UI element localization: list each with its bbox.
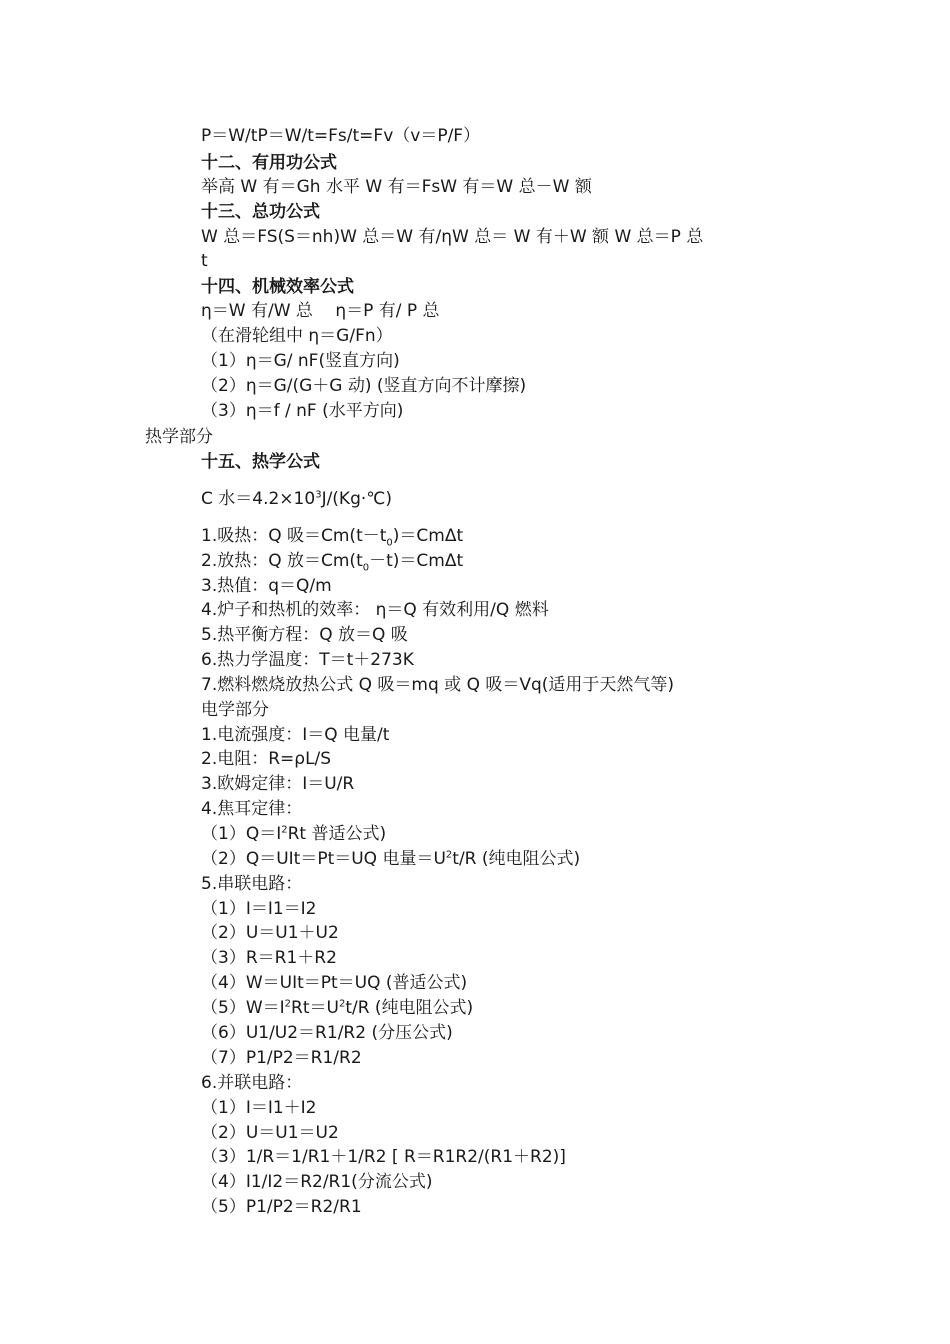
thermo-temperature-line: 6.热力学温度：T＝t＋273K [201, 650, 414, 670]
heat-absorb-line: 1.吸热：Q 吸$=Cm(t-t_0)=Cm\Delta t$ [201, 526, 464, 549]
series-item-7: （7）P1/P2＝R1/R2 [201, 1048, 362, 1068]
total-work-formula-line: W 总＝FS(S＝nh)W 总＝W 有/ηW 总＝ W 有＋W 额 W 总＝P 总 [201, 227, 704, 247]
section-heading-useful-work: 十二、有用功公式 [201, 153, 337, 173]
fuel-heat-line: 7.燃料燃烧放热公式 Q 吸＝mq 或 Q 吸＝Vq(适用于天然气等) [201, 675, 675, 695]
efficiency-item-1: （1）η＝G/ nF(竖直方向) [201, 351, 400, 371]
heat-release-line: 2.放热：Q 放$=Cm(t_0-t)=Cm\Delta t$ [201, 551, 464, 574]
series-item-1: （1）I＝I1＝I2 [201, 899, 317, 919]
joule-item-1: $(1)Q=I^2Rt$ 普适公式) [201, 824, 387, 844]
efficiency-formula-line: η＝W 有/W 总 η＝P 有/ P 总 [201, 301, 440, 321]
heat-value-line: 3.热值：q＝Q/m [201, 576, 332, 596]
series-item-3: （3）R＝R1＋R2 [201, 948, 337, 968]
resistance-line: 2.电阻：R=ρL/S [201, 749, 332, 769]
series-item-5: $(5)W=I^2Rt=U^2t/R$ (纯电阻公式) [201, 998, 474, 1018]
section-heading-total-work: 十三、总功公式 [201, 202, 320, 222]
water-specific-heat-line: C 水$=4.2\times 10^3J/(Kg\cdot℃)$ [201, 489, 393, 509]
series-item-6: （6）U1/U2＝R1/R2 (分压公式) [201, 1023, 453, 1043]
parallel-item-5: （5）P1/P2＝R2/R1 [201, 1197, 362, 1217]
joule-item-2: （2）Q＝UIt＝Pt＝UQ 电量$=U^2t/R$ (纯电阻公式) [201, 849, 581, 869]
parallel-item-1: （1）I＝I1＋I2 [201, 1098, 317, 1118]
furnace-efficiency-line: 4.炉子和热机的效率： η＝Q 有效利用/Q 燃料 [201, 600, 549, 620]
part-heading-electrical: 电学部分 [201, 700, 269, 720]
power-formula-line: P＝W/tP＝W/t=Fs/t=Fv（v＝P/F） [201, 126, 481, 146]
series-item-2: （2）U＝U1＋U2 [201, 923, 339, 943]
total-work-formula-wrap: t [201, 251, 208, 271]
series-item-4: （4）W＝UIt＝Pt＝UQ (普适公式) [201, 973, 468, 993]
pulley-note-line: （在滑轮组中 η＝G/Fn） [201, 326, 393, 346]
parallel-item-4: （4）I1/I2＝R2/R1(分流公式) [201, 1172, 433, 1192]
section-heading-thermal: 十五、热学公式 [201, 452, 320, 472]
part-heading-thermal: 热学部分 [145, 427, 213, 447]
parallel-item-3: （3）1/R＝1/R1＋1/R2 [ R＝R1R2/(R1＋R2)] [201, 1147, 566, 1167]
efficiency-item-3: （3）η＝f / nF (水平方向) [201, 401, 404, 421]
parallel-circuit-heading: 6.并联电路： [201, 1073, 303, 1093]
useful-work-formula-line: 举高 W 有＝Gh 水平 W 有＝FsW 有＝W 总－W 额 [201, 177, 592, 197]
ohms-law-line: 3.欧姆定律：I＝U/R [201, 774, 355, 794]
current-line: 1.电流强度：I＝Q 电量/t [201, 725, 390, 745]
heat-balance-line: 5.热平衡方程：Q 放＝Q 吸 [201, 625, 408, 645]
efficiency-item-2: （2）η＝G/(G＋G 动) (竖直方向不计摩擦) [201, 376, 527, 396]
series-circuit-heading: 5.串联电路： [201, 874, 303, 894]
parallel-item-2: （2）U＝U1＝U2 [201, 1123, 339, 1143]
joules-law-heading: 4.焦耳定律： [201, 799, 303, 819]
section-heading-efficiency: 十四、机械效率公式 [201, 277, 354, 297]
